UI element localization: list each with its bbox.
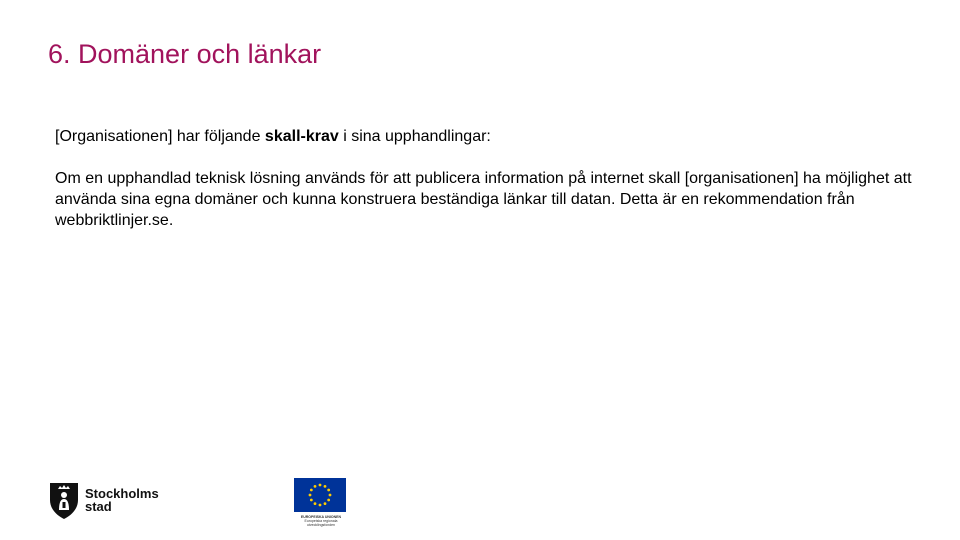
eu-star (309, 494, 312, 497)
intro-paragraph (55, 126, 915, 147)
eu-star (314, 502, 317, 505)
eu-star (319, 504, 322, 507)
intro-bold-text: skall-krav (264, 128, 339, 145)
wordmark-line-1: Stockholms (85, 486, 159, 501)
slide-title: 6. Domäner och länkar (48, 39, 322, 69)
wordmark-line-2: stad (85, 499, 112, 514)
eu-caption-line-1: EUROPEISKA UNIONEN (300, 515, 342, 519)
eu-star (310, 499, 313, 502)
eu-flag-icon (294, 478, 346, 512)
eu-star (324, 502, 327, 505)
eu-star (329, 494, 332, 497)
intro-text-after: i sina upphandlingar: (338, 128, 491, 145)
eu-star (314, 485, 317, 488)
stockholm-stad-logo (48, 480, 159, 520)
eu-caption (294, 515, 348, 527)
eu-caption-line-3: utvecklingsfonden (306, 523, 336, 527)
intro-text-before: [Organisationen] har följande (55, 128, 265, 145)
eu-star (324, 485, 327, 488)
stockholm-crest-icon (48, 480, 80, 520)
eu-star (327, 499, 330, 502)
eu-star (310, 489, 313, 492)
eu-star (319, 484, 322, 487)
slide-body (55, 126, 915, 231)
eu-logo (294, 478, 348, 527)
eu-star (327, 489, 330, 492)
body-paragraph: Om en upphandlad teknisk lösning används för att publicera information på internet skall [organisationen] ha möjlighet att använda sina egna domäner och kunna konstruera beständiga länkar till datan. Detta är en rekommendation från webbriktlinjer.se. (55, 170, 912, 229)
stockholm-stad-wordmark (85, 487, 159, 513)
eu-caption-line-2: Europeiska regionala (304, 519, 338, 523)
